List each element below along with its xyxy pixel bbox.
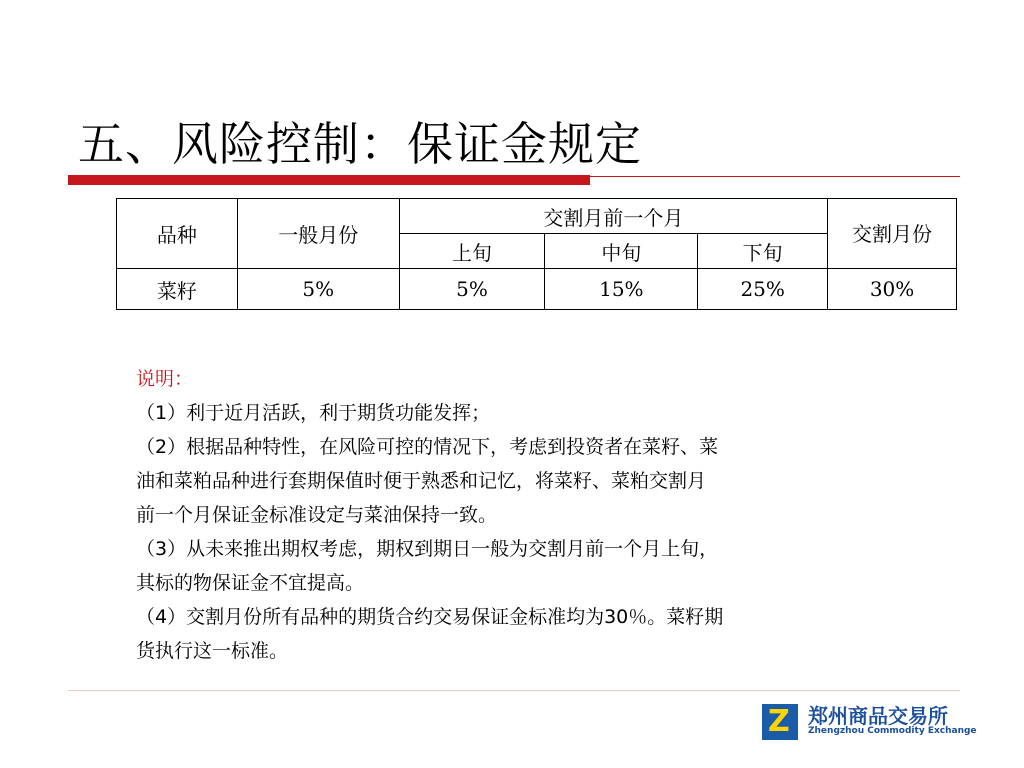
cell-variety: 菜籽 <box>117 269 238 310</box>
header-normal-month: 一般月份 <box>237 199 399 269</box>
margin-table <box>116 198 957 310</box>
slide-title: 五、风险控制：保证金规定 <box>78 117 642 171</box>
exchange-logo <box>762 700 977 742</box>
header-variety: 品种 <box>117 199 238 269</box>
table-row <box>117 269 957 310</box>
table-header-row <box>117 199 957 234</box>
logo-name-en: Zhengzhou Commodity Exchange <box>808 726 977 736</box>
logo-name-cn: 郑州商品交易所 <box>808 704 948 728</box>
header-late: 下旬 <box>698 234 828 269</box>
cell-late: 25% <box>698 269 828 310</box>
notes-line: 前一个月保证金标准设定与菜油保持一致。 <box>136 504 498 526</box>
notes-line: （3）从未来推出期权考虑，期权到期日一般为交割月前一个月上旬， <box>136 538 719 560</box>
header-early: 上旬 <box>399 234 545 269</box>
notes-line: 货执行这一标准。 <box>136 640 289 662</box>
logo-z-icon: Z <box>762 704 798 740</box>
notes-line: （2）根据品种特性，在风险可控的情况下，考虑到投资者在菜籽、菜 <box>136 436 719 458</box>
cell-mid: 15% <box>545 269 698 310</box>
notes-line: 其标的物保证金不宜提高。 <box>136 572 365 594</box>
header-pre-delivery-month: 交割月前一个月 <box>399 199 827 234</box>
notes-line: 油和菜粕品种进行套期保值时便于熟悉和记忆，将菜籽、菜粕交割月 <box>136 470 707 492</box>
notes-line: （1）利于近月活跃，利于期货功能发挥； <box>136 402 491 424</box>
header-delivery-month: 交割月份 <box>828 199 957 269</box>
cell-delivery: 30% <box>828 269 957 310</box>
title-underline-thin <box>590 176 960 177</box>
footer-divider <box>68 690 960 691</box>
cell-early: 5% <box>399 269 545 310</box>
notes-line: （4）交割月份所有品种的期货合约交易保证金标准均为30％。菜籽期 <box>136 606 724 628</box>
notes-block <box>136 362 936 668</box>
cell-normal: 5% <box>237 269 399 310</box>
notes-heading: 说明： <box>136 368 194 390</box>
header-mid: 中旬 <box>545 234 698 269</box>
title-underline-red <box>68 175 590 185</box>
